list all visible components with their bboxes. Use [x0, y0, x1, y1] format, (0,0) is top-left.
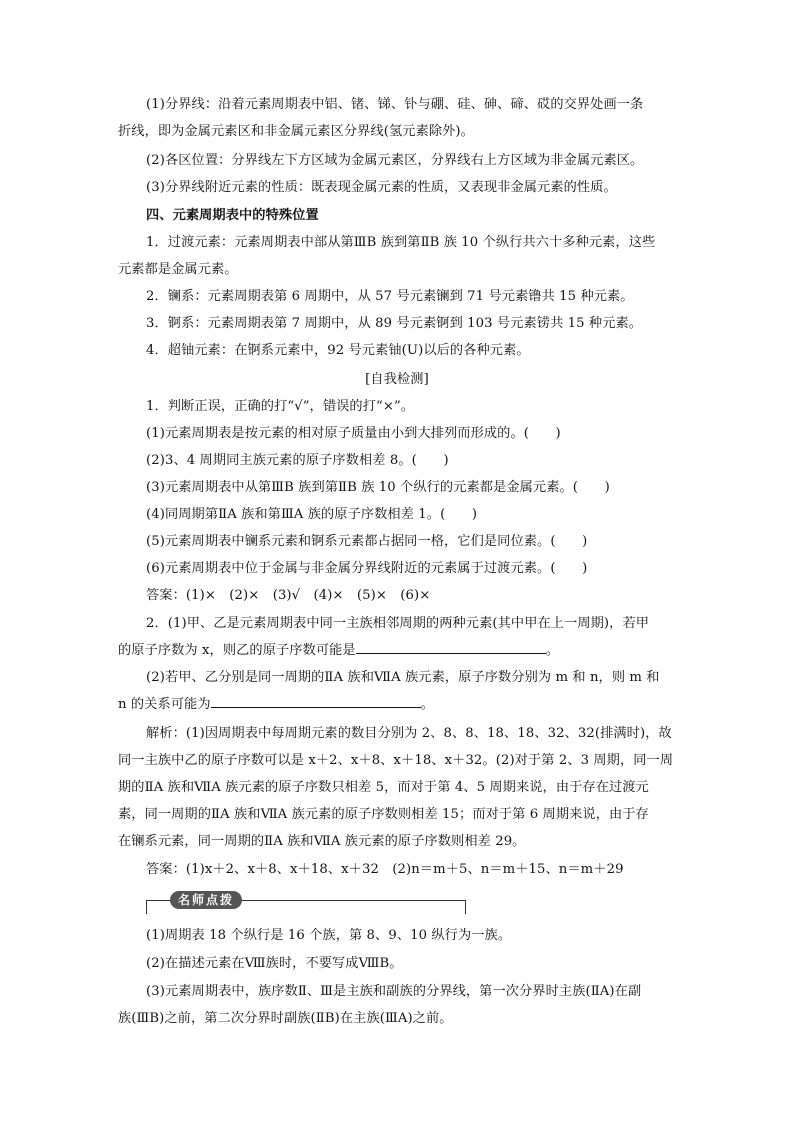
question-1-item-4: (4)同周期第ⅡA 族和第ⅢA 族的原子序数相差 1。( ) — [146, 507, 478, 522]
answer-2: 答案：(1)x＋2、x＋8、x＋18、x＋32 (2)n＝m＋5、n＝m＋15、n＝m＋29 — [146, 862, 624, 877]
question-2-line-4 — [118, 694, 434, 716]
question-1-item-3: (3)元素周期表中从第ⅢB 族到第ⅡB 族 10 个纵行的元素都是金属元素。( ) — [146, 480, 610, 495]
analysis-line-5: 在镧系元素，同一周期的ⅡA 族和ⅦA 族元素的原子序数则相差 29。 — [118, 834, 526, 849]
region-position-text: (2)各区位置：分界线左下方区域为金属元素区，分界线右上方区域为非金属元素区。 — [146, 153, 644, 168]
answer-blank-1 — [356, 640, 546, 654]
boundary-line-text-1: (1)分界线：沿着元素周期表中铝、锗、锑、钋与硼、硅、砷、碲、砹的交界处画一条 — [146, 97, 644, 112]
tips-box-right-border — [465, 900, 466, 914]
tips-badge: 名师点拨 — [170, 891, 242, 909]
question-2-end: 。 — [545, 643, 560, 658]
question-1-item-6: (6)元素周期表中位于金属与非金属分界线附近的元素属于过渡元素。( ) — [146, 561, 588, 576]
tips-box-left-border — [146, 900, 147, 914]
tip-3-line-2: 族(ⅢB)之前，第二次分界时副族(ⅡB)在主族(ⅢA)之前。 — [118, 1011, 453, 1026]
question-2-line-2 — [118, 640, 559, 662]
question-2-prompt-2: n 的关系可能为 — [118, 697, 211, 712]
analysis-line-3: 期的ⅡA 族和ⅦA 族元素的原子序数只相差 5，而对于第 4、5 周期来说，由于存在过渡元 — [118, 780, 649, 795]
tips-box-frame — [146, 891, 466, 917]
question-1: 1．判断正误，正确的打“√”，错误的打“×”。 — [146, 399, 415, 414]
lanthanide-text: 2．镧系：元素周期表第 6 周期中，从 57 号元素镧到 71 号元素镥共 15 种元素。 — [146, 289, 634, 304]
question-1-item-2: (2)3、4 周期同主族元素的原子序数相差 8。( ) — [146, 453, 449, 468]
question-2-prompt: 的原子序数为 x，则乙的原子序数可能是 — [118, 643, 356, 658]
tip-2: (2)在描述元素在Ⅷ族时，不要写成ⅧB。 — [146, 956, 403, 971]
transition-elements-text-1: 1．过渡元素：元素周期表中部从第ⅢB 族到第ⅡB 族 10 个纵行共六十多种元素，这些 — [146, 235, 656, 250]
boundary-property-text: (3)分界线附近元素的性质：既表现金属元素的性质，又表现非金属元素的性质。 — [146, 180, 617, 195]
answer-1: 答案：(1)× (2)× (3)√ (4)× (5)× (6)× — [146, 588, 431, 603]
question-1-item-5: (5)元素周期表中镧系元素和锕系元素都占据同一格，它们是同位素。( ) — [146, 534, 588, 549]
question-2-line-1: 2．(1)甲、乙是元素周期表中同一主族相邻周期的两种元素(其中甲在上一周期)，若甲 — [146, 616, 650, 631]
tip-1: (1)周期表 18 个纵行是 16 个族，第 8、9、10 纵行为一族。 — [146, 928, 512, 943]
analysis-line-2: 同一主族中乙的原子序数可以是 x＋2、x＋8、x＋18、x＋32。(2)对于第 2、3 周期，同一周 — [118, 753, 674, 768]
self-check-title: [自我检测] — [365, 372, 429, 387]
actinide-text: 3．锕系：元素周期表第 7 周期中，从 89 号元素锕到 103 号元素铹共 15 种元素。 — [146, 316, 643, 331]
question-2-end-2: 。 — [420, 697, 434, 712]
question-2-line-3: (2)若甲、乙分别是同一周期的ⅡA 族和ⅦA 族元素，原子序数分别为 m 和 n，则 m 和 — [146, 670, 660, 685]
question-1-item-1: (1)元素周期表是按元素的相对原子质量由小到大排列而形成的。( ) — [146, 426, 561, 441]
tip-3-line-1: (3)元素周期表中，族序数Ⅱ、Ⅲ是主族和副族的分界线，第一次分界时主族(ⅡA)在副 — [146, 984, 642, 999]
transuranium-text: 4．超铀元素：在锕系元素中，92 号元素铀(U)以后的各种元素。 — [146, 343, 530, 358]
answer-blank-2 — [211, 694, 421, 708]
boundary-line-text-2: 折线，即为金属元素区和非金属元素区分界线(氢元素除外)。 — [118, 124, 474, 139]
transition-elements-text-2: 元素都是金属元素。 — [118, 262, 238, 277]
analysis-line-4: 素，同一周期的ⅡA 族和ⅦA 族元素的原子序数则相差 15；而对于第 6 周期来说，由于存 — [118, 807, 649, 822]
section-heading: 四、元素周期表中的特殊位置 — [146, 208, 319, 223]
analysis-line-1: 解析：(1)因周期表中每周期元素的数目分别为 2、8、8、18、18、32、32(排满时)，故 — [146, 726, 672, 741]
